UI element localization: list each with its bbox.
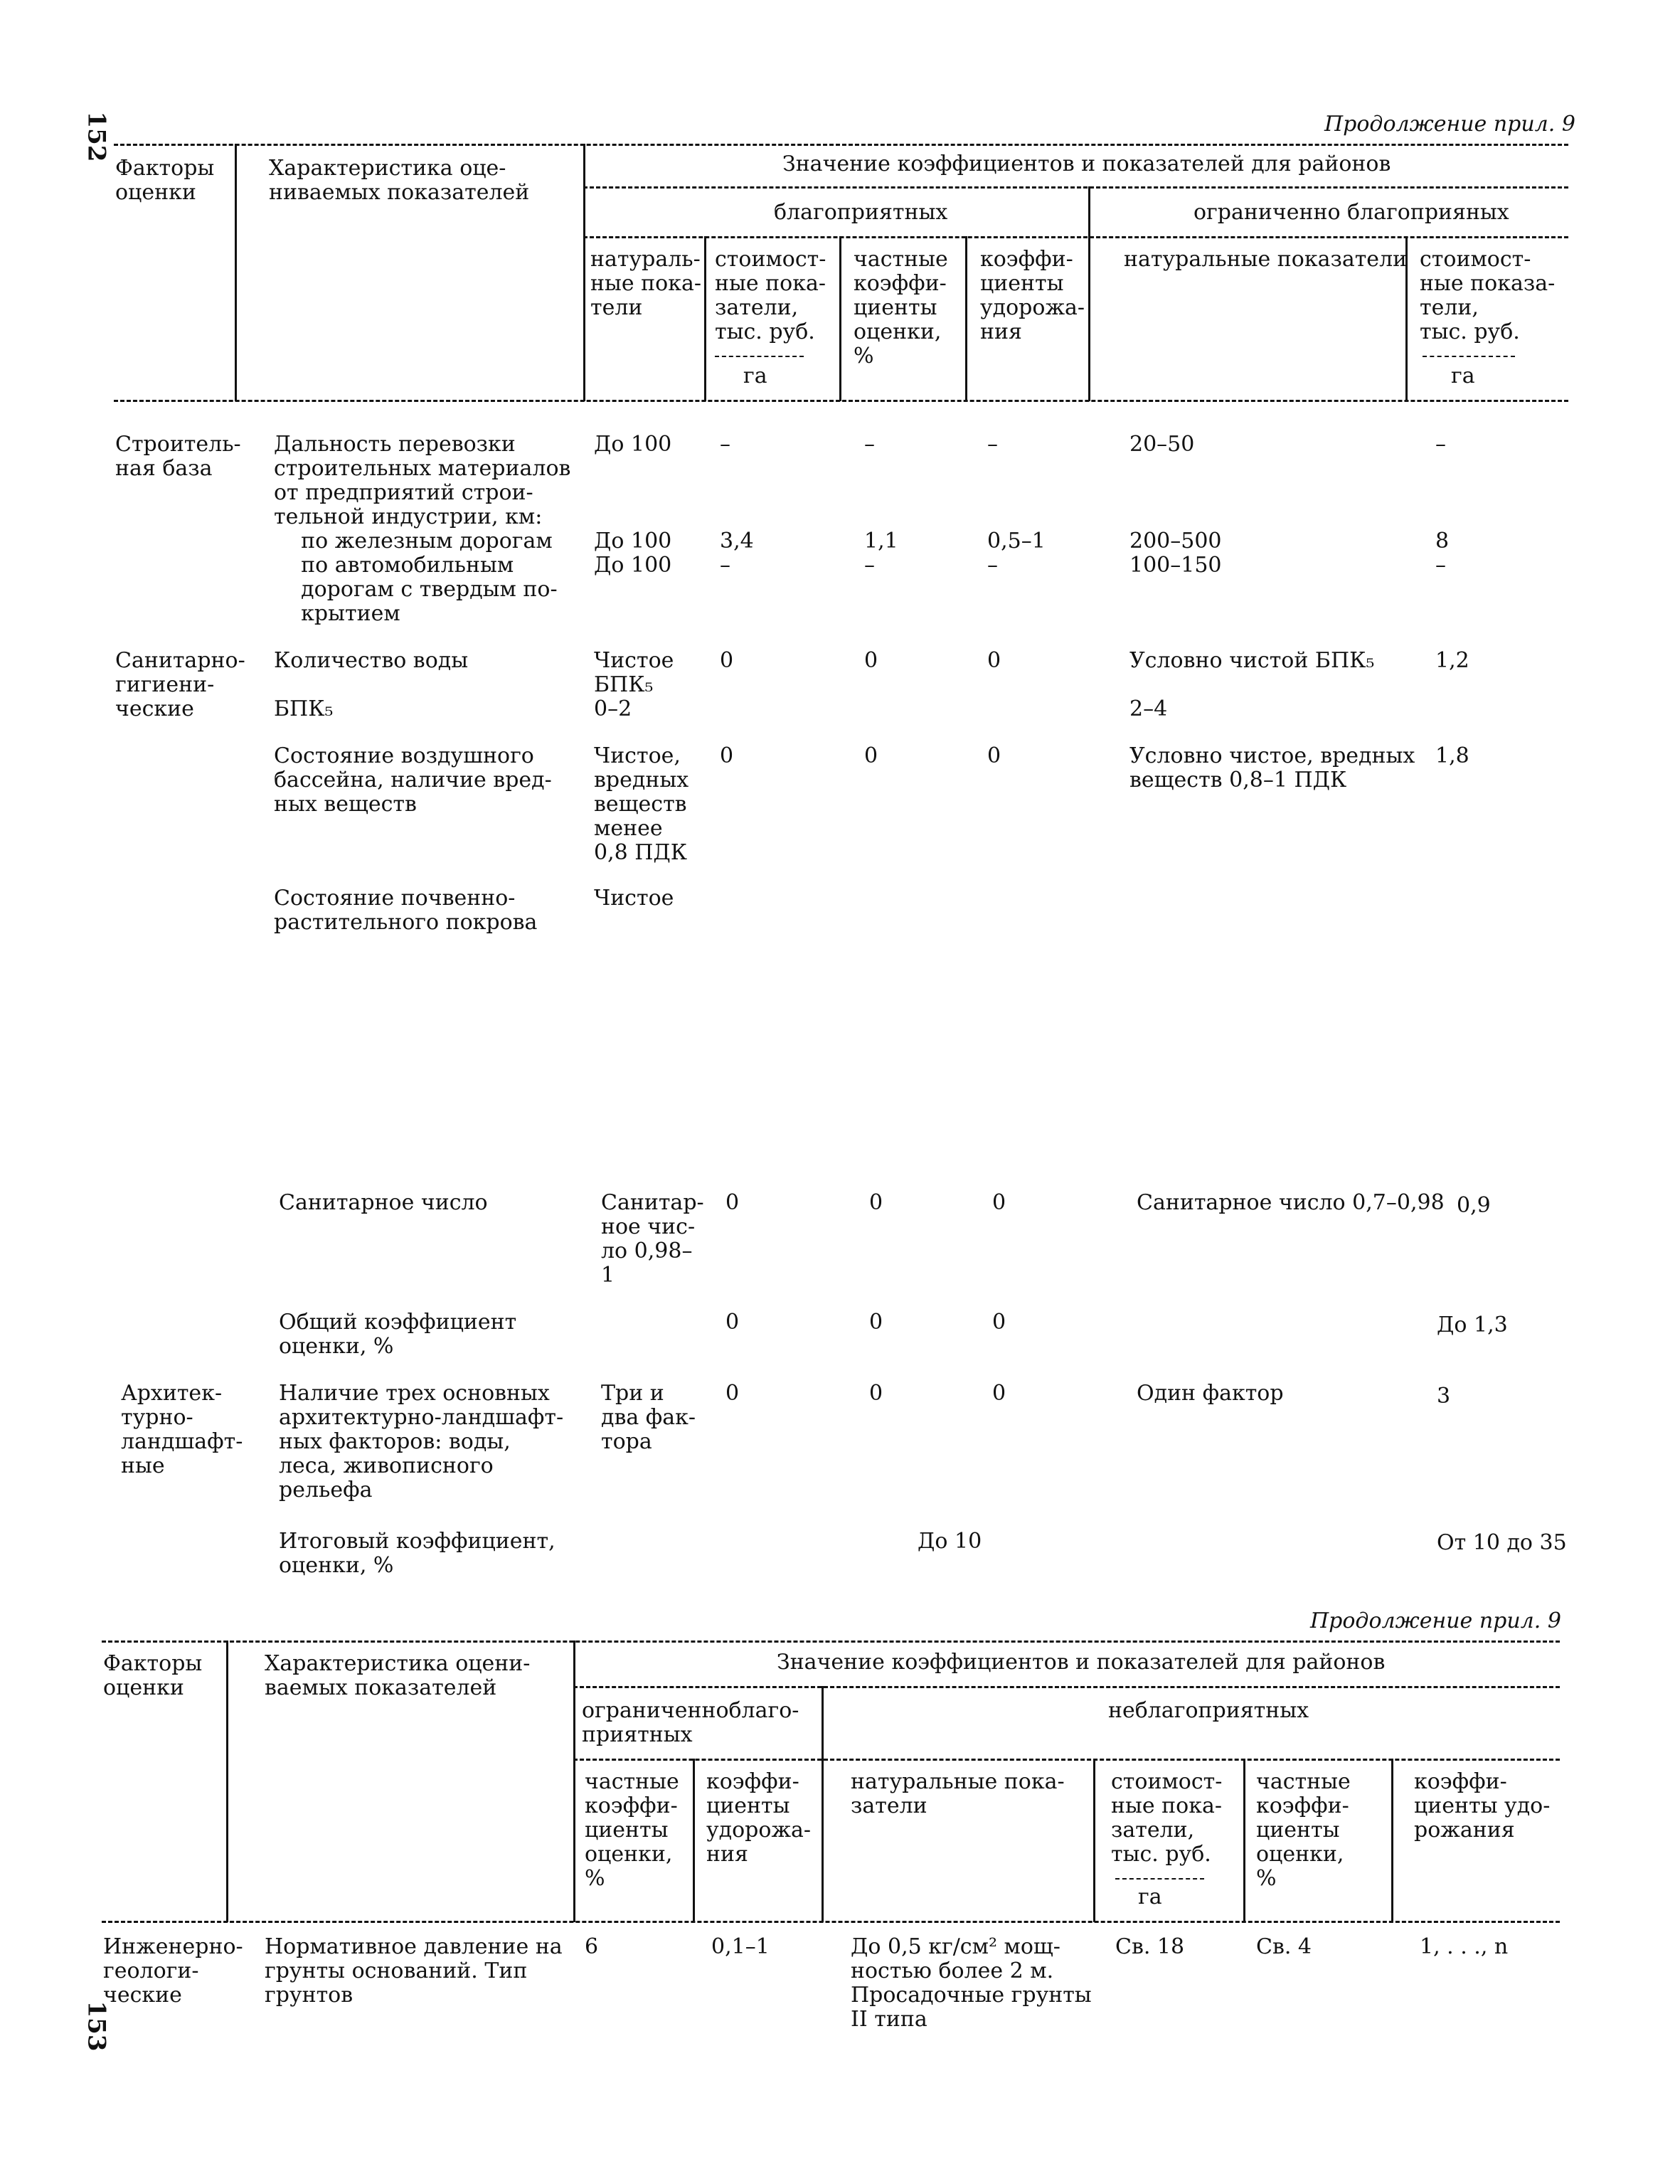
row-factor: Архитек- турно- ландшафт- ные (121, 1381, 243, 1478)
header-cost2-fraction-line (1423, 356, 1515, 357)
row-rise: – (987, 432, 998, 457)
t2-header-cost-unit: га (1138, 1885, 1162, 1909)
t2-row-factor: Инженерно- геологи- ческие (103, 1934, 243, 2008)
table2-col-divider (693, 1759, 695, 1922)
row-rise: 0 (987, 648, 1001, 673)
table1-col-divider (965, 236, 967, 401)
row-cost: 0 (725, 1310, 740, 1335)
row-characteristic: по железным дорогам по автомобильным дорогам с твердым по- крытием (301, 529, 558, 626)
row-partial: 0 (869, 1310, 883, 1335)
row-natural2: Санитарное число 0,7–0,98 (1137, 1190, 1445, 1215)
t2-row-partial: 6 (585, 1934, 599, 1959)
table2-rule-groups (573, 1759, 1560, 1761)
table2-header-bottom-rule (102, 1921, 1560, 1923)
t2-row-natural: До 0,5 кг/см² мощ- ностью более 2 м. Просадочные грунты II типа (851, 1934, 1092, 2032)
row-natural: Чистое БПК₅ 0–2 (594, 648, 674, 721)
row-cost: – (720, 432, 730, 457)
t2-header-values-title: Значение коэффициентов и показателей для районов (777, 1650, 1386, 1675)
table2-col-divider (1391, 1759, 1393, 1922)
row-cost2: 8 – (1435, 529, 1450, 578)
table2-col-divider (1093, 1759, 1095, 1922)
continuation-label-2: Продолжение прил. 9 (1310, 1608, 1561, 1633)
row-cost: 3,4 – (720, 529, 754, 578)
row-natural: До 100 (594, 432, 672, 457)
t2-header-unfavorable: неблагоприятных (1108, 1698, 1309, 1723)
header-limited-favorable: ограниченно благоприяных (1193, 200, 1509, 225)
header-partial: частные коэффи- циенты оценки, % (854, 247, 948, 369)
row-characteristic: Дальность перевозки строительных материалов от предприятий строи- тельной индустрии, км: (274, 432, 571, 529)
t2-header-natural: натуральные пока- затели (851, 1769, 1065, 1818)
t2-header-rise: коэффи- циенты удорожа- ния (706, 1769, 812, 1867)
row-natural: Чистое (594, 886, 674, 911)
row-partial: 1,1 – (864, 529, 898, 578)
row-factor: Санитарно- гигиени- ческие (115, 648, 245, 721)
table2-top-rule (102, 1640, 1560, 1643)
t2-header-cost: стоимост- ные пока- затели, тыс. руб. (1111, 1769, 1223, 1867)
t2-header-characteristic: Характеристика оцени- ваемых показателей (265, 1651, 531, 1700)
row-characteristic: Общий коэффициент оценки, % (279, 1310, 517, 1359)
header-cost2: стоимост- ные показа- тели, тыс. руб. (1420, 247, 1556, 344)
row-natural: До 100 До 100 (594, 529, 672, 578)
row-characteristic: Санитарное число (279, 1190, 488, 1215)
page-number-bottom: 153 (82, 2000, 111, 2052)
t2-row-characteristic: Нормативное давление на грунты оснований. Тип грунтов (265, 1934, 563, 2008)
t2-header-cost-fraction-line (1115, 1878, 1204, 1880)
row-partial: 0 (869, 1190, 883, 1215)
row-cost: 0 (725, 1190, 740, 1215)
t2-header-factors: Факторы оценки (103, 1651, 203, 1700)
row-cost2: До 1,3 (1437, 1313, 1508, 1337)
row-cost2: 1,2 (1435, 648, 1469, 673)
row-cost2: – (1435, 432, 1446, 457)
table1-top-rule (114, 144, 1568, 146)
row-partial: 0 (864, 648, 878, 673)
t2-header-rise2: коэффи- циенты удо- рожания (1414, 1769, 1551, 1843)
row-natural2: 20–50 (1129, 432, 1195, 457)
table1-rule-values (583, 186, 1568, 189)
header-rise: коэффи- циенты удорожа- ния (980, 247, 1085, 344)
table1-col-divider (704, 236, 706, 401)
row-characteristic: Состояние воздушного бассейна, наличие вред- ных веществ (274, 743, 552, 817)
t2-header-partial2: частные коэффи- циенты оценки, % (1256, 1769, 1351, 1891)
t2-row-rise2: 1, . . ., n (1420, 1934, 1509, 1959)
row-partial: – (864, 432, 875, 457)
row-rise: 0 (992, 1310, 1006, 1335)
t2-row-rise: 0,1–1 (711, 1934, 770, 1959)
table1-rule-groups (583, 236, 1568, 238)
header-factors: Факторы оценки (115, 156, 215, 205)
t2-header-limited-favorable: ограниченноблаго- приятных (582, 1698, 799, 1747)
table1-col-divider (1088, 186, 1090, 401)
header-cost: стоимост- ные пока- затели, тыс. руб. (715, 247, 826, 344)
header-cost-unit: га (743, 364, 767, 388)
t2-row-cost: Св. 18 (1115, 1934, 1185, 1959)
row-natural2: Один фактор (1137, 1381, 1284, 1406)
t2-header-partial: частные коэффи- циенты оценки, % (585, 1769, 679, 1891)
row-rise: 0 (987, 743, 1001, 768)
row-natural2: Условно чистой БПК₅ 2–4 (1129, 648, 1375, 721)
row-natural: Санитар- ное чис- ло 0,98– 1 (601, 1190, 704, 1288)
table1-col-divider (839, 236, 841, 401)
row-rise: 0 (992, 1190, 1006, 1215)
page-number-top: 152 (82, 111, 111, 162)
header-characteristic: Характеристика оце- ниваемых показателей (269, 156, 530, 205)
row-characteristic: Наличие трех основных архитектурно-ландшафт- ных факторов: воды, леса, живописного рельефа (279, 1381, 564, 1502)
row-characteristic: Состояние почвенно- растительного покрова (274, 886, 538, 935)
row-rise: 0 (992, 1381, 1006, 1406)
t2-row-partial2: Св. 4 (1256, 1934, 1312, 1959)
row-cost: 0 (725, 1381, 740, 1406)
table2-rule-values (573, 1686, 1560, 1688)
table2-col-divider (226, 1640, 228, 1922)
row-cost2: 1,8 (1435, 743, 1469, 768)
row-total-limited: От 10 до 35 (1437, 1530, 1567, 1555)
row-cost: 0 (720, 648, 734, 673)
row-natural: Три и два фак- тора (601, 1381, 696, 1454)
table2-col-divider (573, 1640, 575, 1922)
row-rise: 0,5–1 – (987, 529, 1046, 578)
table1-col-divider (235, 144, 237, 401)
continuation-label: Продолжение прил. 9 (1324, 112, 1575, 137)
row-cost: 0 (720, 743, 734, 768)
row-characteristic: Количество воды БПК₅ (274, 648, 469, 721)
row-factor: Строитель- ная база (115, 432, 241, 481)
header-cost-fraction-line (715, 356, 804, 357)
row-total-favorable: До 10 (918, 1529, 982, 1554)
row-natural2: 200–500 100–150 (1129, 529, 1222, 578)
row-cost2: 0,9 (1457, 1193, 1491, 1218)
header-values-title: Значение коэффициентов и показателей для районов (782, 152, 1391, 176)
table2-col-divider (1243, 1759, 1245, 1922)
row-partial: 0 (869, 1381, 883, 1406)
row-natural2: Условно чистое, вредных веществ 0,8–1 ПДК (1129, 743, 1415, 793)
row-natural: Чистое, вредных веществ менее 0,8 ПДК (594, 743, 689, 865)
table1-col-divider (583, 144, 585, 401)
row-cost2: 3 (1437, 1384, 1451, 1409)
row-characteristic: Итоговый коэффициент, оценки, % (279, 1529, 555, 1578)
row-partial: 0 (864, 743, 878, 768)
header-natural2: натуральные показатели (1124, 247, 1408, 272)
header-favorable: благоприятных (774, 200, 948, 225)
table2-col-divider (822, 1686, 824, 1922)
header-cost2-unit: га (1451, 364, 1475, 388)
header-natural: натураль- ные пока- тели (590, 247, 701, 320)
